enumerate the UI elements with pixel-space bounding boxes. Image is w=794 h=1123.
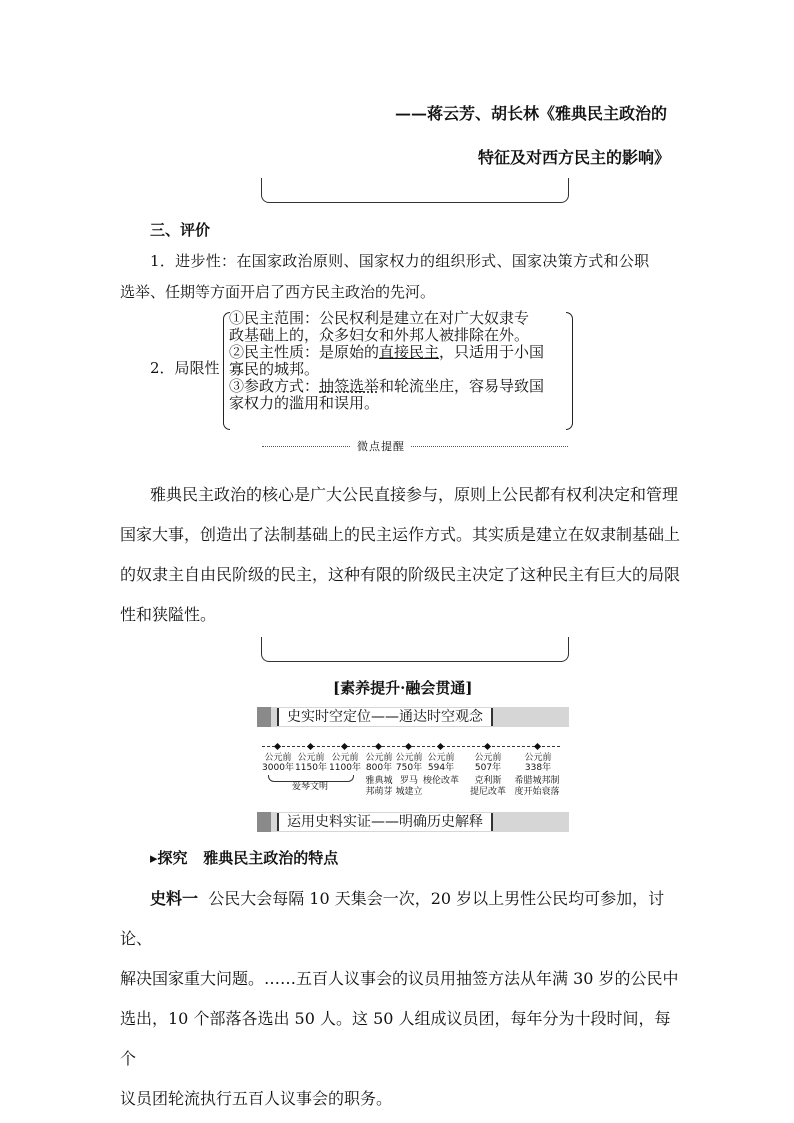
- tip-line-3: 的奴隶主自由民阶级的民主，这种有限的阶级民主决定了这种民主有巨大的局限: [120, 565, 681, 584]
- inquiry-heading: ▸探究 雅典民主政治的特点: [150, 849, 339, 867]
- timeline-dot: [341, 743, 348, 750]
- source-1-line-1: 史料一 公民大会每隔 10 天集会一次，20 岁以上男性公民均可参加，讨论、: [120, 889, 665, 948]
- tip-line-2: 国家大事，创造出了法制基础上的民主运作方式。其实质是建立在奴隶制基础上: [120, 525, 681, 544]
- section-heading: 三、评价: [150, 221, 211, 239]
- limit-item-1a: ①民主范围：公民权利是建立在对广大奴隶专: [229, 309, 530, 327]
- section-title: [素养提升·融会贯通]: [333, 679, 473, 697]
- timeline-dot: [405, 743, 412, 750]
- limit-item-1b: 政基础上的，众多妇女和外邦人被排除在外。: [229, 326, 530, 344]
- timeline-event: 克利斯 提尼改革: [469, 776, 506, 797]
- limit-item-3b: 家权力的滥用和误用。: [229, 394, 380, 412]
- timeline-date: 公元前 1150年: [295, 753, 327, 773]
- timeline-dot: [484, 743, 491, 750]
- banner-label: 运用史料实证——明确历史解释: [277, 813, 493, 831]
- limit-label: 2．局限性: [150, 359, 220, 377]
- timeline-dot: [307, 743, 314, 750]
- timeline-dot: [437, 743, 444, 750]
- progress-line-2: 选举、任期等方面开启了西方民主政治的先河。: [120, 283, 436, 301]
- timeline-date: 公元前 338年: [524, 753, 552, 773]
- timeline-event: 雅典城 邦萌芽: [365, 776, 393, 797]
- timeline-date: 公元前 1100年: [329, 753, 361, 773]
- banner-evidence: [257, 812, 569, 832]
- frame-bottom: [261, 178, 569, 203]
- timeline-date: 公元前 3000年: [262, 753, 294, 773]
- tip-divider: [262, 446, 568, 447]
- timeline-event: 罗马 城建立: [395, 776, 423, 797]
- aegean-brace: [268, 775, 354, 782]
- tip-line-4: 性和狭隘性。: [120, 605, 217, 624]
- tip-line-1: 雅典民主政治的核心是广大公民直接参与，原则上公民都有权利决定和管理: [150, 485, 679, 504]
- right-brace: [566, 312, 573, 430]
- limit-item-2a: ②民主性质：是原始的直接民主，只适用于小国: [229, 343, 545, 361]
- timeline-date: 公元前 594年: [427, 753, 455, 773]
- timeline-event: 希腊城邦制 度开始衰落: [514, 776, 560, 797]
- aegean-label: 爱琴文明: [291, 782, 328, 792]
- timeline-date: 公元前 507年: [474, 753, 502, 773]
- banner-label: 史实时空定位——通达时空观念: [277, 708, 493, 726]
- limit-item-2b: 寡民的城邦。: [229, 360, 320, 378]
- citation-line-1: ——蒋云芳、胡长林《雅典民主政治的: [395, 104, 668, 123]
- timeline-date: 公元前 750年: [395, 753, 423, 773]
- tip-frame-bottom: [261, 637, 569, 662]
- source-1-line-3: 选出，10 个部落各选出 50 人。这 50 人组成议员团，每年分为十段时间，每个: [120, 1009, 671, 1068]
- source-1-line-2: 解决国家重大问题。……五百人议事会的议员用抽签方法从年满 30 岁的公民中: [120, 969, 679, 988]
- limit-item-3a: ③参政方式：抽签选举和轮流坐庄，容易导致国: [229, 377, 545, 395]
- source-1-line-4: 议员团轮流执行五百人议事会的职务。: [120, 1089, 393, 1108]
- citation-line-2: 特征及对西方民主的影响》: [478, 148, 671, 167]
- source-1: [120, 879, 680, 1119]
- timeline-date: 公元前 800年: [365, 753, 393, 773]
- timeline-dot: [375, 743, 382, 750]
- progress-line-1: 1．进步性：在国家政治原则、国家权力的组织形式、国家决策方式和公职: [150, 252, 650, 270]
- banner-time-space: [257, 707, 569, 727]
- tip-title: 微点提醒: [351, 438, 411, 454]
- timeline-dot: [274, 743, 281, 750]
- banner-marker: [257, 707, 271, 727]
- banner-marker: [257, 812, 271, 832]
- tip-paragraph: [120, 475, 680, 635]
- timeline-dot: [534, 743, 541, 750]
- limit-items: [229, 310, 544, 412]
- timeline-event: 梭伦改革: [422, 776, 459, 786]
